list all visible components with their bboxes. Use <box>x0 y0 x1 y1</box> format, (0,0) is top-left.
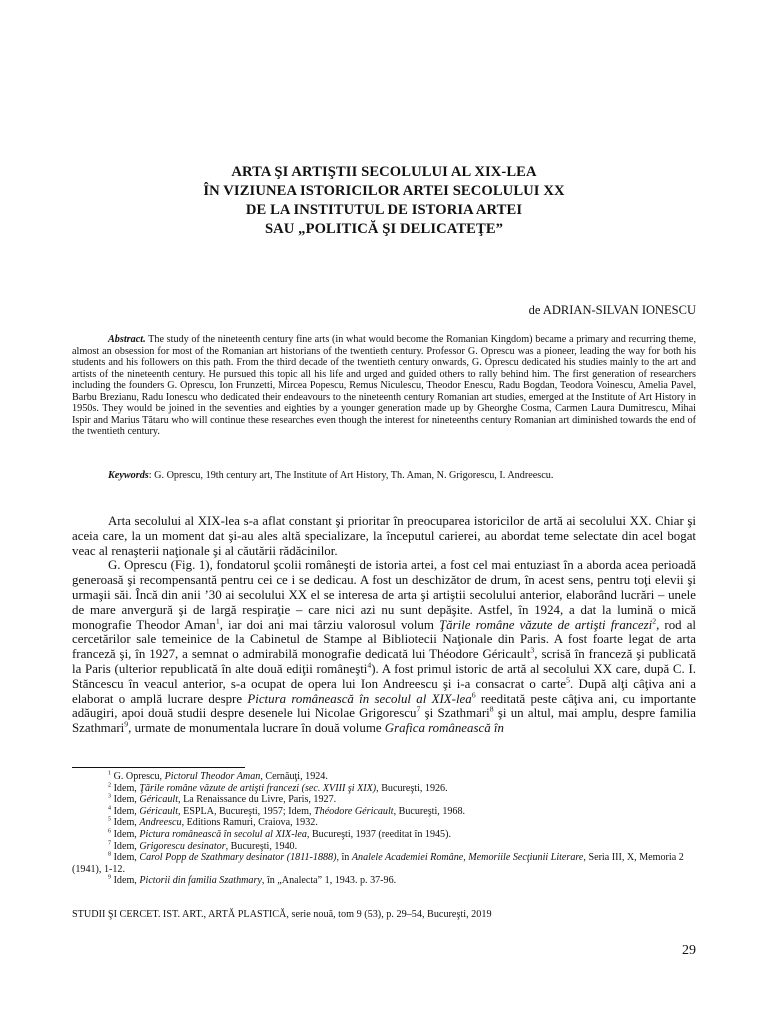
footnote-7: $^7$ Idem, Grigorescu desinator, Bucureşti, 1940. <box>108 840 298 852</box>
footnote-ref[interactable]: 5 <box>566 675 571 685</box>
footnote-ref[interactable]: 7 <box>416 705 421 715</box>
footnote-1: $^1$ G. Oprescu, Pictorul Theodor Aman, Cernăuţi, 1924. <box>108 770 328 782</box>
author-byline: de ADRIAN-SILVAN IONESCU <box>528 303 696 317</box>
page-number: 29 <box>682 943 696 958</box>
paragraph-2: G. Oprescu (Fig. 1), fondatorul şcolii româneşti de istoria artei, a fost cel mai entuziast în a aborda acea perioadă generoasă şi recompensantă pentru cei ce i se dedicau. A fost un deschizător de drum, în acest sens, pentru toţi elevii şi urmaşii săi. Încă din anii ’30 ai secolului XX el se interesa de arta şi artiştii secolului anterior, elaborând lucrări – unele de mare anvergură şi de largă respiraţie – care nici azi nu sunt depăşite. Astfel, în 1924, a dat la lumină o mică monografie Theodor Aman$^1$, iar doi ani mai târziu valorosul volum Ţările române văzute de artişti francezi$^2$, rod al cercetărilor sale temeinice de la Cabinetul de Stampe al Bibliotecii Naţionale din Paris. A fost foarte legat de arta franceză şi, în 1927, a semnat o admirabilă monografie dedicată lui Théodore Géricault$^3$, scrisă în franceză şi publicată la Paris (ulterior republicată în alte două ediţii româneşti$^4$). A fost primul istoric de artă al secolului XX care, după C. I. Stăncescu în veacul anterior, s-a ocupat de opera lui Ion Andreescu şi i-a consacrat o carte$^5$. După alţi câţiva ani a elaborat o amplă lucrare despre Pictura românească în secolul al XIX-lea$^6$ reeditată peste câţiva ani, cu importante adăugiri, apoi două studii despre desenele lui Nicolae Grigorescu$^7$ şi Szathmari$^8$ şi un altul, mai amplu, despre familia Szathmari$^9$, urmate de monumentala lucrare în două volume Grafica românească în <box>72 558 697 736</box>
abstract <box>72 334 696 438</box>
footnotes <box>72 771 696 887</box>
footnote-ref[interactable]: 8 <box>489 705 494 715</box>
footnote-4: $^4$ Idem, Géricault, ESPLA, Bucureşti, 1957; Idem, Théodore Géricault, Bucureşti, 1968. <box>108 805 466 817</box>
keywords-label: Keywords <box>108 470 149 481</box>
article-title <box>72 163 696 239</box>
title-line-2: ÎN VIZIUNEA ISTORICILOR ARTEI SECOLULUI XX <box>203 183 565 199</box>
footnote-ref[interactable]: 3 <box>530 645 535 655</box>
footnote-9: $^9$ Idem, Pictorii din familia Szathmary, în „Analecta” 1, 1943. p. 37-96. <box>108 874 397 887</box>
footnote-ref[interactable]: 1 <box>215 616 220 626</box>
body-text <box>72 514 696 736</box>
footnote-separator <box>72 767 245 768</box>
abstract-text: The study of the nineteenth century fine arts (in what would become the Romanian Kingdom) became a primary and recurring theme, almost an obsession for most of the Romanian art historians of the twentieth century. Professor G. Oprescu was a pioneer, leading the way for both his students and his followers on this path. From the third decade of the twentieth century onwards, G. Oprescu dedicated his studies mainly to the art and artists of the nineteenth century. He pursued this topic all his life and urged and guided others to rally behind him. The first generation of researchers including the founders G. Oprescu, Ion Frunzetti, Mircea Popescu, Remus Niculescu, Theodor Enescu, Radu Bogdan, Teodora Voinescu, Amelia Pavel, Barbu Brezianu, Radu Ionescu who dedicated their endeavours to the nineteenth century Romanian art studies, emerged at the Institute of Art History in 1950s. They would be joined in the seventies and eighties by a younger generation made up by Gheorghe Cosma, Carmen Laura Dumitrescu, Mihai Ispir and Marius Tătaru who will continue these researches even though the interest for nineteenths century Romanian art diminished towards the end of the twentieth century. <box>72 334 696 438</box>
footnote-ref[interactable]: 6 <box>471 690 476 700</box>
abstract-label: Abstract. <box>108 334 146 345</box>
footnote-ref[interactable]: 9 <box>124 719 129 729</box>
keywords <box>72 470 696 482</box>
footnote-8: $^8$ Idem, Carol Popp de Szathmary desinator (1811-1888), în Analele Academiei Române, Memoriile Secţiunii Literare, Seria III, X, Memoria 2 (1941), 1-12. <box>72 851 684 875</box>
footnote-2: $^2$ Idem, Ţările române văzute de artişti francezi (sec. XVIII şi XIX), Bucureşti, 1926. <box>108 782 448 794</box>
footnote-5: $^5$ Idem, Andreescu, Editions Ramuri, Craiova, 1932. <box>108 817 318 829</box>
footnote-ref[interactable]: 2 <box>652 616 657 626</box>
journal-citation: STUDII ŞI CERCET. IST. ART., ARTĂ PLASTICĂ, serie nouă, tom 9 (53), p. 29–54, Bucureşti, 2019 <box>72 909 492 920</box>
title-line-1: ARTA ŞI ARTIŞTII SECOLULUI AL XIX-LEA <box>231 164 537 180</box>
footnote-6: $^6$ Idem, Pictura românească în secolul al XIX-lea, Bucureşti, 1937 (reeditat în 1945). <box>108 828 451 840</box>
footnote-ref[interactable]: 4 <box>367 660 372 670</box>
footnote-3: $^3$ Idem, Géricault, La Renaissance du Livre, Paris, 1927. <box>108 793 337 806</box>
title-line-4: SAU „POLITICĂ ŞI DELICATEŢE” <box>264 221 504 237</box>
title-line-3: DE LA INSTITUTUL DE ISTORIA ARTEI <box>245 202 523 218</box>
paragraph-1: Arta secolului al XIX-lea s-a aflat constant şi prioritar în preocuparea istoricilor de artă ai secolului XX. Chiar şi aceia care, la un moment dat şi-au ales altă specializare, la începutul carierei, au abordat teme selectate din acel bogat veac al renaşterii naţionale şi al căutării rădăcinilor. <box>72 514 696 558</box>
keywords-text: : G. Oprescu, 19th century art, The Institute of Art History, Th. Aman, N. Grigorescu, I. Andreescu. <box>148 470 554 481</box>
